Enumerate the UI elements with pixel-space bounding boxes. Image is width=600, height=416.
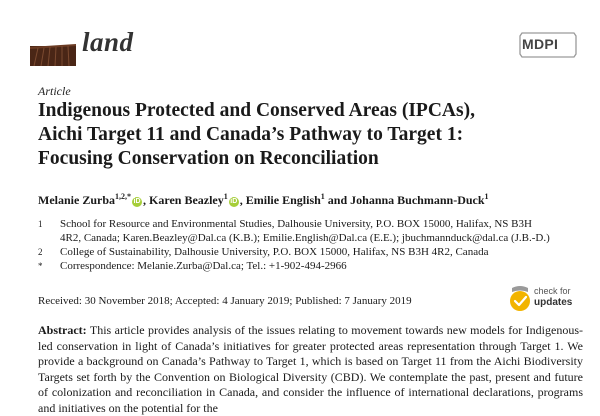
journal-name: land: [82, 27, 134, 57]
affiliation-marker: 1: [38, 219, 43, 229]
affiliation-text: College of Sustainability, Dalhousie University, P.O. BOX 15000, Halifax, NS B3H 4R2, Canada: [60, 246, 489, 258]
affiliation-marker: *: [38, 261, 43, 271]
article-type: Article: [38, 84, 71, 98]
journal-logo-icon: [30, 33, 76, 66]
orcid-icon[interactable]: iD: [133, 198, 141, 205]
author-separator: and: [324, 193, 351, 207]
author-name[interactable]: Johanna Buchmann-Duck: [350, 193, 485, 207]
author-list: [38, 192, 598, 208]
title-line: Focusing Conservation on Reconciliation: [38, 148, 379, 169]
author-affiliation-marker: 1: [320, 192, 325, 201]
correspondence-item: [38, 259, 583, 273]
title-line: Indigenous Protected and Conserved Areas (IPCAs),: [38, 100, 475, 121]
orcid-icon[interactable]: iD: [230, 198, 238, 205]
author-affiliation-marker: 1,2,*: [115, 192, 131, 201]
publication-dates: Received: 30 November 2018; Accepted: 4 January 2019; Published: 7 January 2019: [38, 295, 412, 307]
check-updates-icon: [508, 284, 532, 312]
affiliation-marker: 2: [38, 247, 43, 257]
author-separator: ,: [143, 193, 149, 207]
abstract-label: Abstract:: [38, 323, 87, 337]
affiliation-item: [38, 217, 583, 245]
abstract-text: This article provides analysis of the issues relating to movement towards new models for Indigenous-led conservation in light of Canada’s initiatives for greater protected areas representation through Target 1. We provide a background on Canada’s Pathway to Target 1, which is based on Target 11 from the Aichi Biodiversity Targets set forth by the Convention on Biological Diversity (CBD). We contemplate the past, present and future of colonization and reconciliation in Canada, and consider the influence of international declarations, programs and initiatives on the potential for the: [38, 323, 583, 415]
author-name[interactable]: Karen Beazley: [149, 193, 224, 207]
author-separator: ,: [239, 193, 246, 207]
title-line: Aichi Target 11 and Canada’s Pathway to Target 1:: [38, 124, 464, 145]
affiliation-text: 4R2, Canada; Karen.Beazley@Dal.ca (K.B.); Emilie.English@Dal.ca (E.E.); jbuchmannduck@dal.ca (J.B.-D.): [60, 232, 550, 244]
affiliation-item: [38, 245, 583, 259]
abstract: [38, 323, 583, 416]
author-name[interactable]: Melanie Zurba: [38, 193, 115, 207]
article-title: [38, 99, 583, 171]
author-affiliation-marker: 1: [223, 192, 228, 201]
correspondence-text: Correspondence: Melanie.Zurba@Dal.ca; Tel.: +1-902-494-2966: [60, 260, 347, 272]
check-for-updates-badge[interactable]: [508, 284, 588, 316]
affiliation-text: School for Resource and Environmental Studies, Dalhousie University, P.O. BOX 15000, Halifax, NS B3H: [60, 218, 532, 230]
check-updates-label: check for: [534, 286, 571, 296]
author-name[interactable]: Emilie English: [245, 193, 321, 207]
check-updates-label-bold: updates: [534, 297, 573, 308]
publisher-name: MDPI: [522, 36, 559, 52]
affiliations: [38, 217, 583, 273]
author-affiliation-marker: 1: [484, 192, 489, 201]
